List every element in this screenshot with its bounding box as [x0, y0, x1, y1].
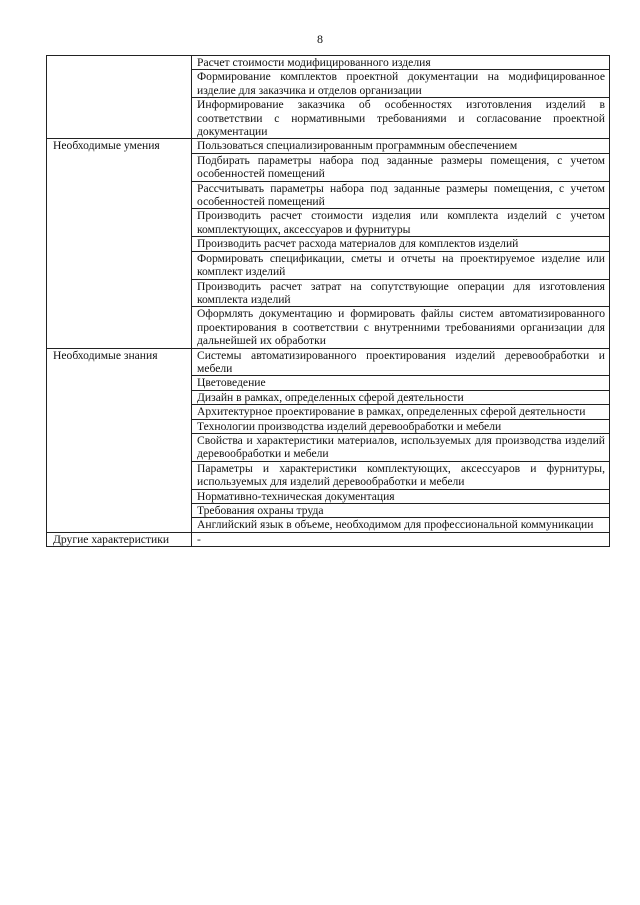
competency-table [46, 55, 610, 547]
row-value: Оформлять документацию и формировать файлы систем автоматизированного проектирования в соответствии с внутренними требованиями организации для дальнейшей их обработки [192, 307, 610, 348]
row-label-other: Другие характеристики [47, 532, 192, 546]
row-value: Технологии производства изделий деревообработки и мебели [192, 419, 610, 433]
row-value: Дизайн в рамках, определенных сферой деятельности [192, 390, 610, 404]
page-number: 8 [317, 32, 323, 46]
row-value: Архитектурное проектирование в рамках, определенных сферой деятельности [192, 405, 610, 419]
table-row [47, 139, 610, 153]
row-value: Цветоведение [192, 376, 610, 390]
row-value: Производить расчет затрат на сопутствующие операции для изготовления комплекта изделий [192, 279, 610, 307]
row-value: Свойства и характеристики материалов, используемых для производства изделий деревообработки и мебели [192, 433, 610, 461]
row-value: Расчет стоимости модифицированного изделия [192, 56, 610, 70]
row-value: Требования охраны труда [192, 504, 610, 518]
row-value: Подбирать параметры набора под заданные размеры помещения, с учетом особенностей помещений [192, 153, 610, 181]
row-value: Рассчитывать параметры набора под заданные размеры помещения, с учетом особенностей помещений [192, 181, 610, 209]
row-value: Английский язык в объеме, необходимом для профессиональной коммуникации [192, 518, 610, 532]
row-value: Системы автоматизированного проектирования изделий деревообработки и мебели [192, 348, 610, 376]
row-value: - [192, 532, 610, 546]
row-label-knowledge: Необходимые знания [47, 348, 192, 532]
row-value: Информирование заказчика об особенностях изготовления изделий в соответствии с нормативными требованиями и согласование проектной документации [192, 98, 610, 139]
row-label-skills: Необходимые умения [47, 139, 192, 348]
row-value: Производить расчет расхода материалов для комплектов изделий [192, 237, 610, 251]
row-value: Параметры и характеристики комплектующих, аксессуаров и фурнитуры, используемых для изделий деревообработки и мебели [192, 461, 610, 489]
row-value: Формирование комплектов проектной документации на модифицированное изделие для заказчика и отделов организации [192, 70, 610, 98]
row-value: Нормативно-техническая документация [192, 489, 610, 503]
table-row [47, 532, 610, 546]
table-row [47, 348, 610, 376]
row-label [47, 56, 192, 139]
row-value: Пользоваться специализированным программным обеспечением [192, 139, 610, 153]
table-row [47, 56, 610, 70]
row-value: Производить расчет стоимости изделия или комплекта изделий с учетом комплектующих, аксессуаров и фурнитуры [192, 209, 610, 237]
row-value: Формировать спецификации, сметы и отчеты на проектируемое изделие или комплект изделий [192, 251, 610, 279]
